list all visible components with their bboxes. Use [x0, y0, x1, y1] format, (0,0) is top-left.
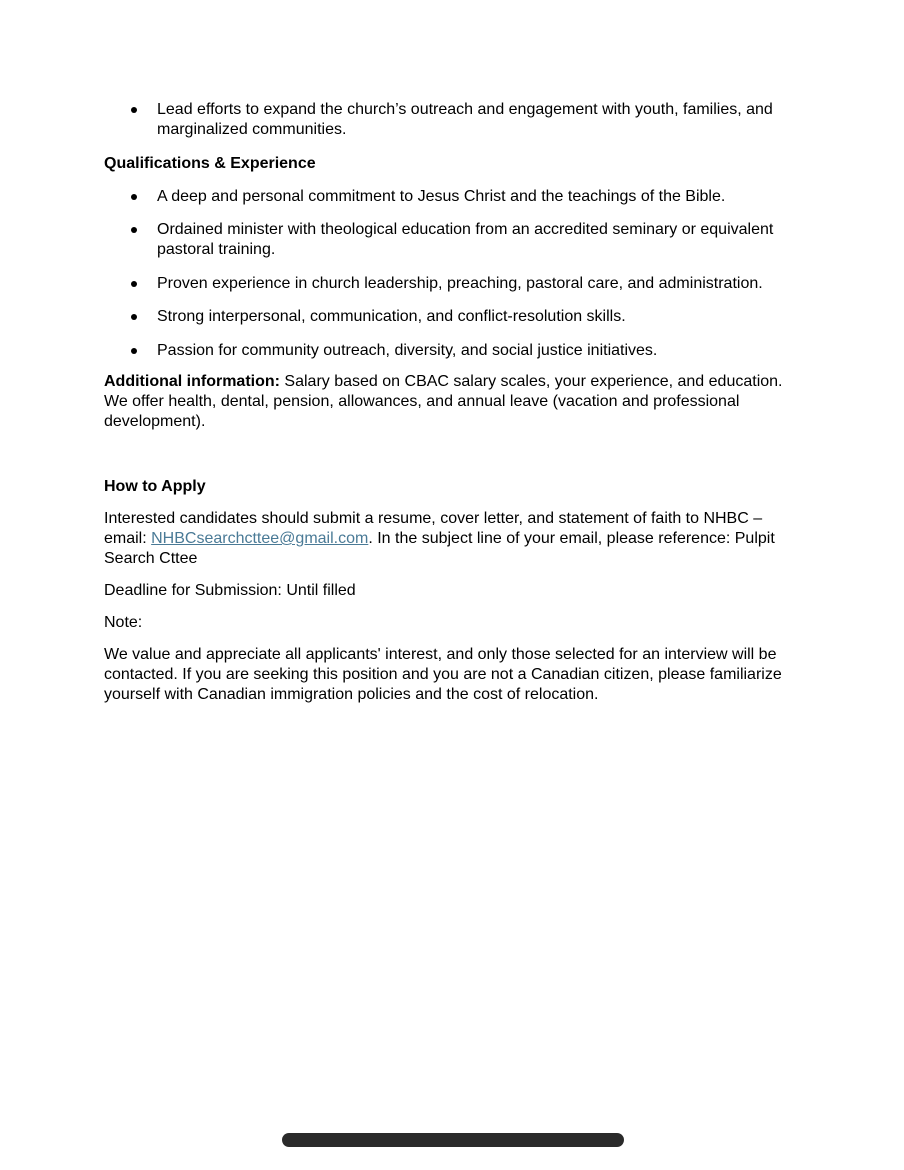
list-item-text: A deep and personal commitment to Jesus Christ and the teachings of the Bible. — [157, 187, 726, 205]
list-item-text: Strong interpersonal, communication, and conflict-resolution skills. — [157, 308, 626, 325]
list-item — [104, 307, 804, 327]
how-to-apply-heading: How to Apply — [104, 478, 206, 495]
section-spacer — [104, 444, 804, 477]
list-item-text: Passion for community outreach, diversity, and social justice initiatives. — [157, 341, 658, 359]
note-label: Note: — [104, 614, 143, 631]
instructions-text-after: . In the subject line of your email, please reference: Pulpit Search Cttee — [104, 530, 775, 567]
list-item — [104, 341, 804, 361]
bullet-icon — [131, 348, 137, 354]
list-item — [104, 100, 804, 140]
list-item — [104, 220, 804, 260]
qualifications-heading: Qualifications & Experience — [104, 154, 316, 172]
additional-information — [104, 372, 804, 432]
list-item — [104, 187, 804, 207]
list-item-text: Ordained minister with theological education from an accredited seminary or equivalent pastoral training. — [157, 221, 774, 258]
note-text: We value and appreciate all applicants' interest, and only those selected for an interview will be contacted. If you are seeking this position and you are not a Canadian citizen, please familiarize yourself with Canadian immigration policies and the cost of relocation. — [104, 646, 782, 703]
application-instructions — [104, 509, 804, 569]
bullet-icon — [131, 107, 137, 113]
deadline-text: Deadline for Submission: Until filled — [104, 582, 356, 599]
bullet-icon — [131, 281, 137, 287]
list-item-text: Proven experience in church leadership, preaching, pastoral care, and administration. — [157, 274, 763, 292]
list-item — [104, 274, 804, 294]
qualifications-list — [104, 187, 804, 361]
list-item-text: Lead efforts to expand the church’s outreach and engagement with youth, families, and marginalized communities. — [157, 101, 773, 138]
responsibilities-list — [104, 100, 804, 140]
bullet-icon — [131, 314, 137, 320]
email-link[interactable]: NHBCsearchcttee@gmail.com — [151, 530, 369, 547]
document-page — [104, 100, 804, 717]
instructions-text-before: Interested candidates should submit a resume, cover letter, and statement of faith to NHBC – email: — [104, 510, 763, 547]
additional-information-label: Additional information: — [104, 373, 280, 390]
home-indicator-bar[interactable] — [282, 1133, 624, 1147]
additional-information-text: Salary based on CBAC salary scales, your experience, and education. We offer health, dental, pension, allowances, and annual leave (vacation and professional development). — [104, 373, 783, 430]
bullet-icon — [131, 227, 137, 233]
bullet-icon — [131, 194, 137, 200]
